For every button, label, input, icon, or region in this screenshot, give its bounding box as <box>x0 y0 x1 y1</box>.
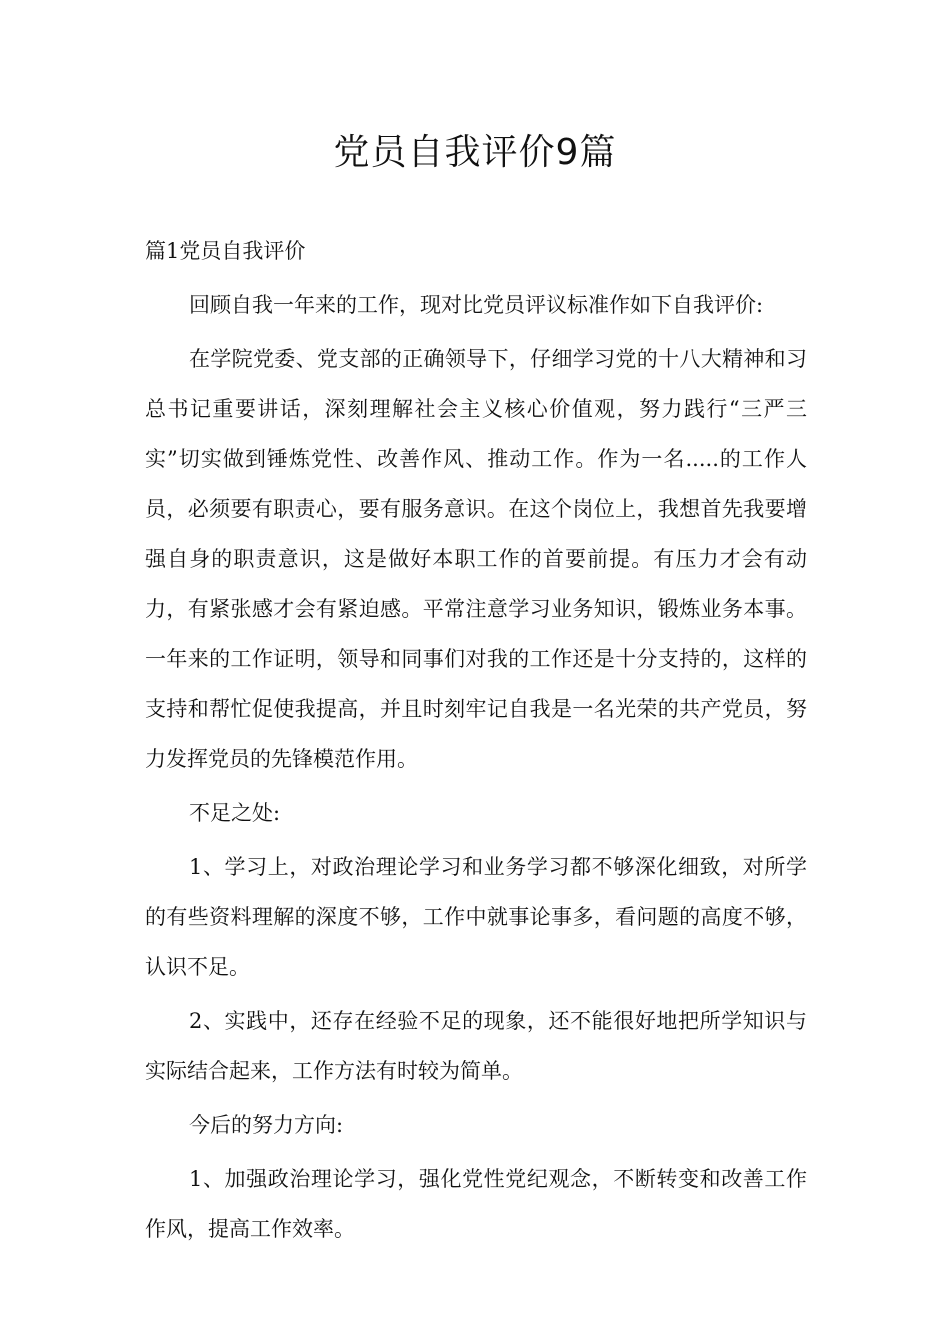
section-heading: 篇1党员自我评价 <box>145 239 306 263</box>
paragraph-intro: 回顾自我一年来的工作，现对比党员评议标准作如下自我评价: <box>189 293 764 317</box>
document-body <box>145 226 807 1254</box>
document-title: 党员自我评价9篇 <box>333 132 617 173</box>
paragraph-main: 在学院党委、党支部的正确领导下，仔细学习党的十八大精神和习总书记重要讲话，深刻理解社会主义核心价值观，努力践行“三严三实”切实做到锤炼党性、改善作风、推动工作。作为一名.....的工作人员，必须要有职责心，要有服务意识。在这个岗位上，我想首先我要增强自身的职责意识，这是做好本职工作的首要前提。有压力才会有动力，有紧张感才会有紧迫感。平常注意学习业务知识，锻炼业务本事。一年来的工作证明，领导和同事们对我的工作还是十分支持的，这样的支持和帮忙促使我提高，并且时刻牢记自我是一名光荣的共产党员，努力发挥党员的先锋模范作用。 <box>145 347 807 771</box>
paragraph-shortcomings-heading: 不足之处: <box>189 801 281 825</box>
paragraph-direction-1: 1、加强政治理论学习，强化党性党纪观念，不断转变和改善工作作风，提高工作效率。 <box>145 1167 807 1241</box>
paragraph-shortcoming-2: 2、实践中，还存在经验不足的现象，还不能很好地把所学知识与实际结合起来，工作方法有时较为简单。 <box>145 1009 807 1083</box>
paragraph-direction-heading: 今后的努力方向: <box>189 1113 344 1137</box>
paragraph-shortcoming-1: 1、学习上，对政治理论学习和业务学习都不够深化细致，对所学的有些资料理解的深度不够，工作中就事论事多，看问题的高度不够，认识不足。 <box>145 855 807 979</box>
